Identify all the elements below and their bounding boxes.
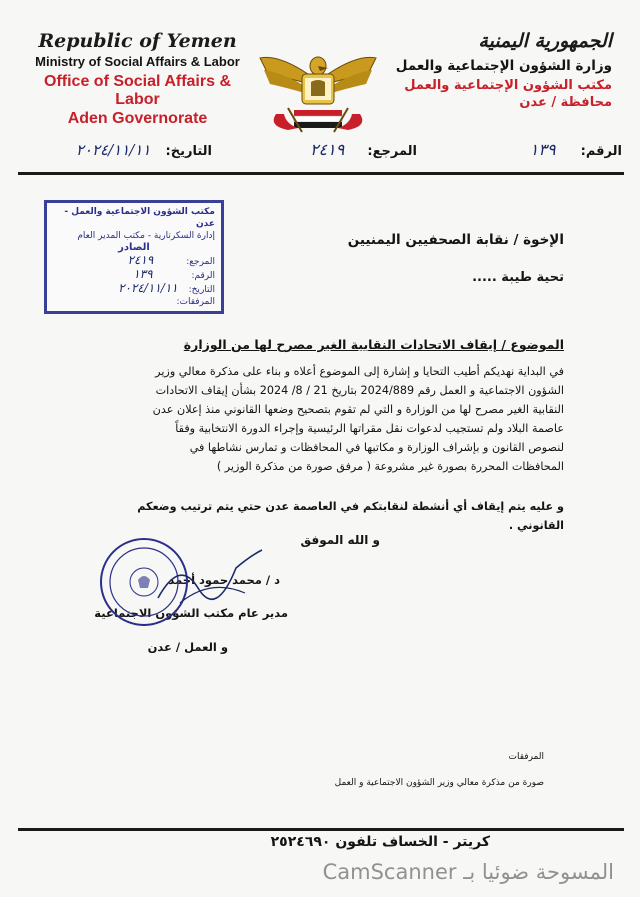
en-country: Republic of Yemen: [38, 30, 237, 52]
footer-divider: [18, 828, 624, 831]
refline: [18, 140, 622, 170]
header-divider: [18, 172, 624, 175]
conclusion: و عليه يتم إيقاف أي أنشطة لنقابتكم في العاصمة عدن حتي يتم ترتيب وضعكم القانوني .: [137, 500, 564, 532]
signer-name: د / محمد حمود أحمد: [168, 573, 280, 587]
en-office: Office of Social Affairs & Labor: [44, 73, 231, 108]
scanner-watermark: المسوحة ضوئيا بـ CamScanner: [322, 860, 614, 884]
stamp-line1: مكتب الشؤون الاجتماعية والعمل - عدن: [64, 207, 215, 229]
subject: الموضوع / إيقاف الاتحادات النقابية الغير مصرح لها من الوزارة: [183, 337, 564, 352]
stamp-ref-label: المرجع:: [186, 257, 215, 267]
number-value: ١٣٩: [529, 140, 556, 159]
stamp-date-label: التاريخ:: [188, 285, 215, 295]
date-field: [22, 140, 212, 159]
stamp-ref-row: [53, 254, 215, 268]
greeting: تحية طيبة .....: [472, 270, 564, 285]
number-label: الرقم:: [580, 144, 622, 159]
date-value: ٢٠٢٤/١١/١١: [75, 141, 151, 159]
body-line: في البداية نهديكم أطيب التحايا و إشارة إلى الموضوع أعلاه و بناء على مذكرة معالي وزير: [155, 365, 564, 378]
date-label: التاريخ:: [165, 144, 212, 159]
en-governorate: Aden Governorate: [67, 110, 208, 127]
stamp-line3: الصادر: [118, 242, 150, 253]
attachments-item: صورة من مذكرة معالي وزير الشؤون الاجتماعية و العمل: [334, 778, 544, 788]
stamp-att-label: المرفقات:: [176, 297, 215, 307]
stamp-att-row: [53, 296, 215, 308]
header-ar: [392, 30, 612, 110]
number-field: [442, 140, 622, 159]
letter-body: [94, 362, 564, 476]
reference-value: ٢٤١٩: [309, 140, 345, 159]
eagle-emblem-icon: [258, 44, 378, 136]
stamp-date-row: [53, 282, 215, 296]
reference-field: [237, 140, 417, 159]
body-line: الشؤون الاجتماعية و العمل رقم 2024/889 بتاريخ 21 / 8/ 2024 بشأن إيقاف الاتحادات: [155, 384, 564, 397]
signer-title: مدير عام مكتب الشؤون الاجتماعية: [94, 606, 288, 620]
signature-scribble-icon: [150, 548, 270, 618]
body-line: المحافظات المحررة بصورة غير مشروعة ( مرفق صورة من مذكرة الوزير ): [216, 460, 564, 473]
closing: و الله الموفق: [300, 533, 380, 547]
body-line: عاصمة البلاد ولم تستجيب لدعوات نقل مقراتها الرئيسية وإجراء الدورة الانتخابية وفقاً: [175, 422, 564, 435]
ar-ministry: وزارة الشؤون الإجتماعية والعمل: [395, 58, 612, 74]
stamp-ref-value: ٢٤١٩: [127, 253, 154, 267]
recipient: الإخوة / نقابة الصحفيين اليمنيين: [347, 232, 564, 248]
stamp-date-value: ٢٠٢٤/١١/١١: [118, 281, 178, 295]
ar-country: الجمهورية اليمنية: [478, 30, 612, 52]
stamp-line2: إدارة السكرتارية - مكتب المدير العام: [77, 231, 215, 241]
ar-office: مكتب الشؤون الإجتماعية والعمل: [404, 78, 612, 93]
reference-label: المرجع:: [367, 144, 417, 159]
stamp-num-label: الرقم:: [191, 271, 215, 281]
en-ministry: Ministry of Social Affairs & Labor: [35, 54, 240, 69]
stamp-num-value: ١٣٩: [133, 267, 153, 281]
stamp-num-row: [53, 268, 215, 282]
body-line: النقابية الغير مصرح لها من الوزارة و التي لم تقوم بتصحيح وضعها القانوني منذ إعلان عدن: [152, 403, 564, 416]
footer-address: كريتر - الخساف تلفون ٢٥٢٤٦٩٠: [270, 834, 490, 850]
header-en: [30, 30, 245, 128]
signer-title2: و العمل / عدن: [147, 640, 228, 654]
ar-governorate: محافظة / عدن: [519, 95, 612, 110]
attachments-label: المرفقات: [508, 752, 544, 762]
registry-stamp: [44, 200, 224, 314]
body-line: لنصوص القانون و بإشراف الوزارة و مكاتبها في المحافظات و تمارس نشاطها في: [189, 441, 564, 454]
